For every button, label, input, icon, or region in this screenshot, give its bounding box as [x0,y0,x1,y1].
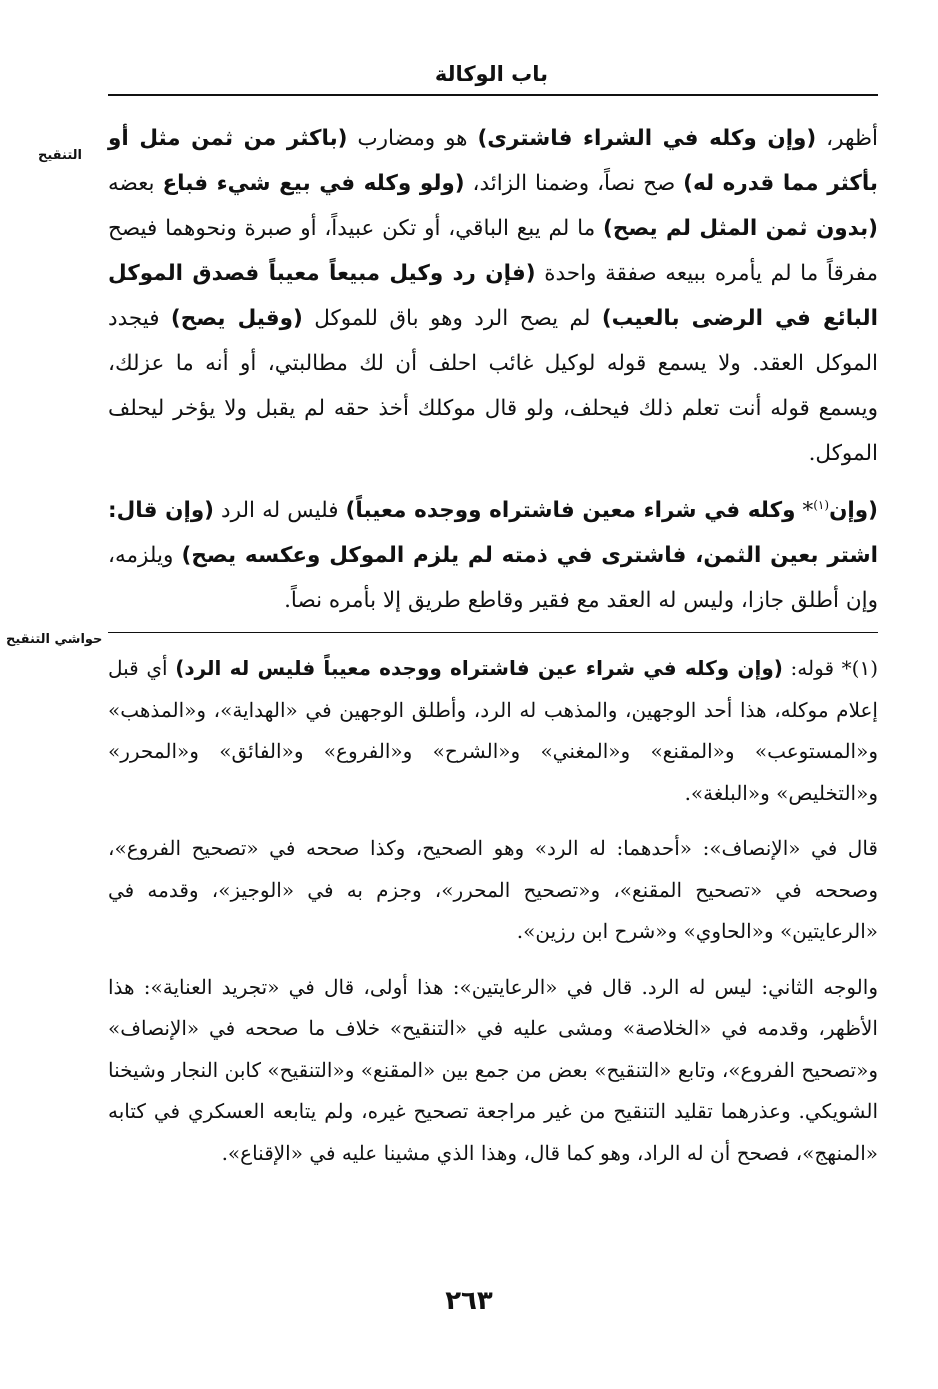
bold-text: (ولو وكله في بيع شيء فباع [162,171,465,196]
text-run: (١)* قوله: [782,656,878,680]
bold-text: (وإن وكله في الشراء فاشترى) [477,126,817,151]
main-paragraph [108,488,878,623]
footnote-marker: (١) [813,497,830,512]
text-run: ويلزمه، وإن أطلق جازا، وليس له العقد مع فقير وقاطع طريق إلا بأمره نصاً. [108,543,878,613]
bold-text: (باكثر من ثمن مثل أو بأكثر مما قدره له) [108,126,878,196]
text-run: أي قبل إعلام موكله، هذا أحد الوجهين، والمذهب له الرد، وأطلق الوجهين في «الهداية»، و«المذهب» و«المستوعب» و«المقنع» و«المغني» و«الشرح» و«الفروع» و«الفائق» و«المحرر» و«التخليص» و«البلغة». [108,656,878,805]
main-text [108,116,878,623]
text-run: والوجه الثاني: ليس له الرد. قال في «الرعايتين»: هذا أولى، قال في «تجريد العناية»: هذا الأظهر، وقدمه في «الخلاصة» ومشى عليه في «التنقيح» خلاف ما صححه في «الإنصاف» و«تصحيح الفروع»، وتابع «التنقيح» بعض من جمع بين «المقنع» و«التنقيح» كابن النجار وشيخنا الشويكي. وعذرهما تقليد التنقيح من غير مراجعة تصحيح غيره، ولم يتابعه العسكري في كتابه «المنهج»، فصحح أن له الراد، وهو كما قال، وهذا الذي مشينا عليه في «الإقناع». [108,974,878,1165]
bold-text: (وإن [829,498,878,523]
footnote-paragraph [108,828,878,953]
text-run: قال في «الإنصاف»: «أحدهما: له الرد» وهو الصحيح، وكذا صححه في «تصحيح الفروع»، وصححه في «تصحيح المقنع»، و«تصحيح المحرر»، وجزم به في «الوجيز»، وقدمه في «الرعايتين» و«الحاوي» و«شرح ابن رزين». [108,836,878,943]
footnotes [108,648,878,1174]
footnote-paragraph [108,967,878,1175]
text-run: صح نصاً، وضمنا الزائد، [464,171,684,196]
side-label-tanqih: التنقيح [38,148,82,163]
page-number: ٢٦٣ [445,1286,493,1316]
bold-text: (بدون ثمن المثل لم يصح) [603,216,878,241]
text-run: لم يصح الرد وهو باق للموكل [302,306,602,331]
text-run: هو ومضارب [347,126,478,151]
main-paragraph [108,116,878,476]
text-run: فليس له الرد [214,498,346,523]
bold-text: وكله في شراء معين فاشتراه ووجده معيباً) [345,498,796,523]
bold-text: (وإن قال: اشتر بعين الثمن، فاشترى في ذمته لم يلزم الموكل وعكسه يصح) [108,498,878,568]
bold-text: (وقيل يصح) [170,306,303,331]
text-run: فيجدد الموكل العقد. ولا يسمع قوله لوكيل غائب احلف أن لك مطالبتي، أو أنه ما عزلك، ويسمع قوله أنت تعلم ذلك فيحلف، ولو قال موكلك أخذ حقه لم يقبل ولا يؤخر ليحلف الموكل. [108,306,878,466]
text-run: ما لم يبع الباقي، أو تكن عبيداً، أو صبرة ونحوهما فيصح مفرقاً ما لم يأمره ببيعه صفقة واحدة [108,216,879,286]
footnote-paragraph [108,648,878,814]
bold-text: (فإن رد وكيل مبيعاً معيباً فصدق الموكل البائع في الرضى بالعيب) [108,261,878,331]
bold-text: (وإن وكله في شراء عين فاشتراه ووجده معيباً فليس له الرد) [175,656,783,680]
side-label-hawashi: حواشي التنقيح [6,632,103,647]
text-run: أظهر، [816,126,878,151]
text-run: * [795,498,814,523]
text-run: بعضه [108,171,163,196]
page-header [108,58,878,96]
chapter-title: باب الوكالة [434,62,548,86]
footnote-divider [108,632,878,633]
